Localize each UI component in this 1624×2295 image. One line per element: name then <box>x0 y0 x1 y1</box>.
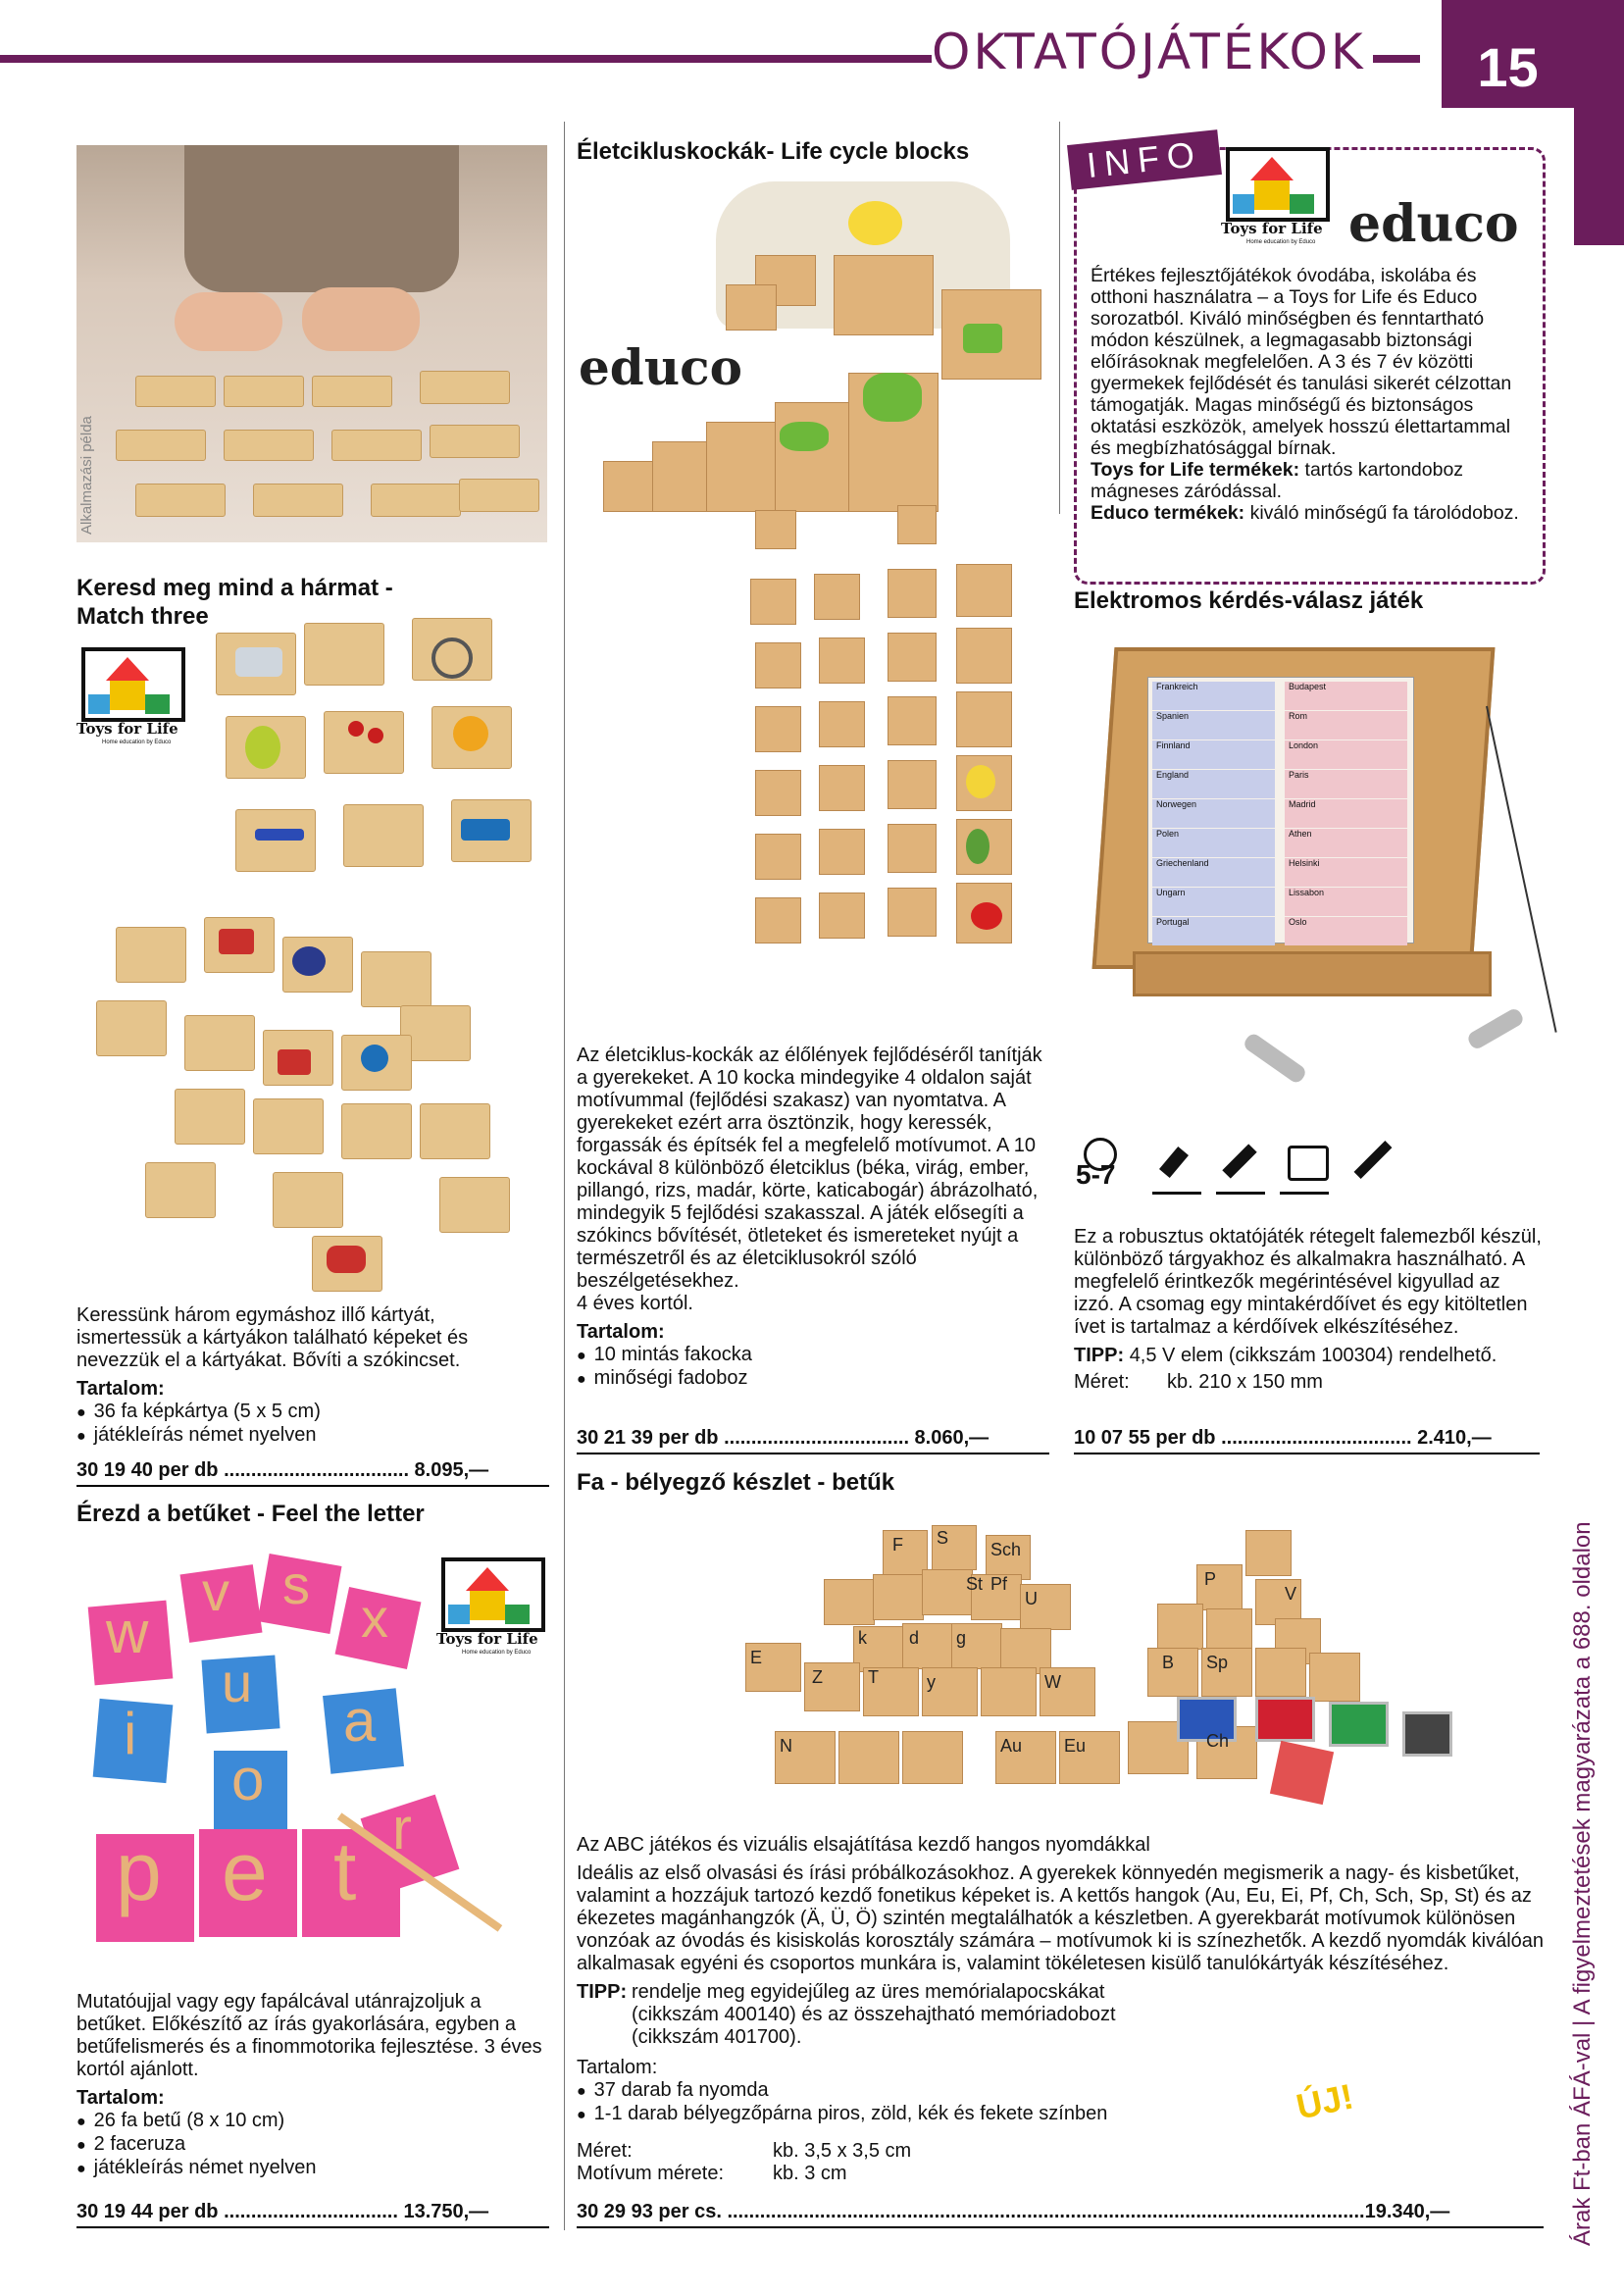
price-line: 30 19 40 per db .................................. 8.095,— <box>76 1459 549 1487</box>
size-label: Méret: <box>1074 1371 1130 1393</box>
product-title-electric-quiz: Elektromos kérdés-válasz játék <box>1074 587 1424 614</box>
stamp-letter: E <box>750 1648 763 1667</box>
stamp-letter: Sp <box>1206 1653 1229 1672</box>
board-label: Portugal <box>1152 917 1275 945</box>
stamp-letter: Z <box>812 1667 823 1687</box>
section-title: OKTATÓJÁTÉKOK <box>932 24 1366 80</box>
stamp-letter: N <box>780 1736 792 1756</box>
price-line: 30 29 93 per cs. .....................................................................................................................19.340,— <box>577 2201 1544 2228</box>
board-label: England <box>1152 770 1275 798</box>
desc-text: Ez a robusztus oktatójáték rétegelt falemezből készül, különböző tárgyakhoz és alkalmakra használható. A megfelelő érintkezők megérintésével kigyullad az izzó. A csomag egy mintakérdőívet és egy kitöltetlen ívet is tartalmaz a kérdőívek elkészítéséhez. <box>1074 1226 1542 1338</box>
quiz-board-photo <box>1074 628 1564 1098</box>
letter-e: e <box>222 1825 268 1917</box>
contents-item: ● 2 faceruza <box>76 2133 547 2157</box>
board-label: Helsinki <box>1285 858 1407 887</box>
logo-tagline: Home education by Educo <box>102 740 172 745</box>
logo-tagline: Home education by Educo <box>1246 239 1316 245</box>
contents-item: ● 26 fa betű (8 x 10 cm) <box>76 2110 547 2133</box>
age-text: 5-7 <box>1076 1159 1116 1190</box>
educo-logo: educo <box>579 338 742 396</box>
board-label: Lissabon <box>1285 888 1407 916</box>
stamp-letter: y <box>927 1672 936 1692</box>
stamp-letter: St <box>966 1574 984 1594</box>
life-cycle-blocks-photo <box>579 177 1049 1020</box>
header-rule <box>0 55 932 63</box>
toys-for-life-logo <box>76 647 184 750</box>
info-label: INFO <box>1067 129 1222 190</box>
desc-text: Az életciklus-kockák az élőlények fejlődéséről tanítják a gyerekeket. A 10 kocka mindegyike 4 oldalon saját motívummal (fejlődési szakasz) van nyomtatva. A gyerekeket ezért arra ösztönzik, hogy keressék, forgassák és építsék fel a megfelelő motívumot. A 10 kockával 8 különböző életciklus (béka, virág, ember, pillangó, rizs, madár, körte, katicabogár) ábrázolható, mindegyik 5 fejlődési szakasszal. A játék elősegíti a szókincs bővítését, ötleteket és ismereteket nyújt a természetről és az életciklusokról szóló beszélgetésekhez. <box>577 1045 1042 1292</box>
contents-label: Tartalom: <box>577 2057 658 2078</box>
contents-item: ● játékleírás német nyelven <box>76 1424 537 1448</box>
letter-r: r <box>392 1796 412 1862</box>
warning-icon <box>1152 1138 1201 1195</box>
size-row <box>1074 1371 1545 1394</box>
glue-icon <box>1216 1138 1265 1195</box>
logo-tagline: Home education by Educo <box>462 1650 532 1656</box>
stamp-set-description <box>577 1834 1548 2185</box>
board-label: Finnland <box>1152 740 1275 769</box>
desc-text: Ideális az első olvasási és írási próbálkozásokhoz. A gyerekek könnyedén megismerik a nagy- és kisbetűket, valamint a hozzájuk tartozó kezdő fonetikus képeket is. A kettős hangok (Au, Eu, Ei, Pf, Ch, Sch, Sp, St) és az ékezetes magánhangzók (Ä, Ü, Ö) szintén megtalálhatók a készletben. A gyerekbarát motívumok különösen vonzóak az óvodás és kisiskolás korosztály számára – motívumok ki is színezhetők. A kezdő nyomdák kiválóan alkalmasak egyéni és csoportos munkára is, valamint tökéletesen kisülő tanulókártyák készítéséhez. <box>577 1862 1545 1974</box>
page-number: 15 <box>1442 0 1574 108</box>
board-label: Frankreich <box>1152 682 1275 710</box>
size-value: kb. 210 x 150 mm <box>1167 1371 1323 1393</box>
stamp-letter: Eu <box>1064 1736 1087 1756</box>
board-label: Oslo <box>1285 917 1407 945</box>
board-label: Paris <box>1285 770 1407 798</box>
intro-text: Az ABC játékos és vizuális elsajátítása kezdő hangos nyomdákkal <box>577 1834 1150 1856</box>
board-label: Athen <box>1285 829 1407 857</box>
board-left-column <box>1152 682 1275 946</box>
board-label: Polen <box>1152 829 1275 857</box>
board-label: Norwegen <box>1152 799 1275 828</box>
motif-row <box>577 2163 1548 2185</box>
product-title-stamp-set: Fa - bélyegző készlet - betűk <box>577 1469 895 1496</box>
tfl-text: tartós kartondoboz mágneses záródással. <box>1091 459 1464 502</box>
size-row <box>577 2140 1548 2163</box>
tip-text: 4,5 V elem (cikkszám 100304) rendelhető. <box>1129 1345 1497 1366</box>
product-title-life-cycle: Életcikluskockák- Life cycle blocks <box>577 138 970 165</box>
letter-v: v <box>202 1560 229 1622</box>
match-three-cards-spread <box>76 907 557 1260</box>
logo-name: Toys for Life <box>1221 220 1323 237</box>
letter-p: p <box>116 1825 162 1917</box>
stamp-letter: P <box>1204 1569 1217 1589</box>
hands-photo <box>76 145 547 542</box>
tip-label: TIPP: <box>577 1981 628 2003</box>
life-cycle-description <box>577 1045 1047 1391</box>
contents-item: ● minőségi fadoboz <box>577 1367 1047 1391</box>
letter-s: s <box>282 1554 310 1615</box>
desc-text: Keressünk három egymáshoz illő kártyát, ismertessük a kártyákon található képeket és nevezzük el a kártyákat. Bővíti a szókincset. <box>76 1304 469 1371</box>
contents-item: ● 10 mintás fakocka <box>577 1344 1047 1367</box>
soldering-icon <box>1344 1138 1397 1192</box>
educo-logo: educo <box>1348 194 1519 254</box>
price-line: 30 21 39 per db .................................. 8.060,— <box>577 1427 1049 1454</box>
motif-label: Motívum mérete: <box>577 2163 725 2184</box>
column-divider-1 <box>564 122 565 2230</box>
stamp-letter: T <box>868 1667 879 1687</box>
board-right-column <box>1285 682 1407 946</box>
stamp-letters <box>726 1510 1451 1834</box>
header-rule-right <box>1373 55 1420 63</box>
board-label: Rom <box>1285 711 1407 740</box>
board-label: Budapest <box>1285 682 1407 710</box>
product-title-feel-letter: Érezd a betűket - Feel the letter <box>76 1501 425 1527</box>
stamp-letter: F <box>892 1535 903 1555</box>
board-label: Madrid <box>1285 799 1407 828</box>
photo-caption: Alkalmazási példa <box>78 416 95 535</box>
size-label: Méret: <box>577 2140 633 2162</box>
feel-letter-description <box>76 1991 547 2180</box>
letter-w: w <box>106 1600 149 1665</box>
stamp-letter: Sch <box>990 1540 1022 1559</box>
board-label: Spanien <box>1152 711 1275 740</box>
contents-label: Tartalom: <box>76 2087 165 2109</box>
board-label: London <box>1285 740 1407 769</box>
contents-item: ● 37 darab fa nyomda <box>577 2079 1548 2103</box>
tip-text: rendelje meg egyidejűleg az üres memórialapocskákat (cikkszám 400140) és az összehajtható memóriadobozt (cikkszám 401700). <box>632 1981 1116 2048</box>
stamp-letter: d <box>909 1628 920 1648</box>
stamp-letter: Ch <box>1206 1731 1230 1751</box>
contents-label: Tartalom: <box>577 1321 665 1343</box>
toys-for-life-logo <box>1221 147 1329 250</box>
contents-label: Tartalom: <box>76 1378 165 1400</box>
letter-x: x <box>361 1587 388 1649</box>
letter-t: t <box>333 1825 357 1917</box>
toys-for-life-logo <box>436 1557 544 1660</box>
sidebar-bar <box>1574 0 1624 245</box>
board-label: Ungarn <box>1152 888 1275 916</box>
saw-icon <box>1280 1138 1329 1195</box>
size-value: kb. 3,5 x 3,5 cm <box>773 2140 912 2162</box>
stamp-letter: g <box>956 1628 967 1648</box>
info-paragraph: Értékes fejlesztőjátékok óvodába, iskolába és otthoni használatra – a Toys for Life és Educo sorozatból. Kiváló minőségben és fenntartható módon készülnek, a legmagasabb biztonsági előírásoknak megfelelően. A 3 és 7 év közötti gyermekek fejlődését és tanulási sikerét célzottan támogatják. Magas minőségű és biztonságos oktatási eszközök, amelyek hosszú élettartammal és megbízhatósággal bírnak. <box>1091 265 1512 459</box>
tip-row <box>577 1981 1548 2049</box>
logo-name: Toys for Life <box>76 720 178 738</box>
stamp-letter: B <box>1162 1653 1175 1672</box>
stamp-letter: k <box>858 1628 867 1648</box>
stamp-letter: Pf <box>990 1574 1008 1594</box>
match-three-cards <box>196 618 559 902</box>
educo-label: Educo termékek: <box>1091 502 1245 524</box>
educo-text: kiváló minőségű fa tárolódoboz. <box>1249 502 1519 524</box>
contents-item: ● játékleírás német nyelven <box>76 2157 547 2180</box>
logo-name: Toys for Life <box>436 1630 538 1648</box>
match-three-description <box>76 1304 537 1448</box>
tfl-label: Toys for Life termékek: <box>1091 459 1300 481</box>
letter-i: i <box>124 1701 137 1766</box>
stamp-letter: S <box>937 1528 949 1548</box>
electric-quiz-description <box>1074 1226 1545 1394</box>
age-text: 4 éves kortól. <box>577 1293 693 1314</box>
price-note: Árak Ft-ban ÁFÁ-val | A figyelmeztetések magyarázata a 688. oldalon <box>1569 1521 1596 2246</box>
letter-o: o <box>231 1747 265 1812</box>
motif-value: kb. 3 cm <box>773 2163 847 2184</box>
age-icon <box>1074 1138 1133 1197</box>
contents-item: ● 1-1 darab bélyegzőpárna piros, zöld, kék és fekete színben <box>577 2103 1548 2126</box>
desc-text: Mutatóujjal vagy egy fapálcával utánrajzoljuk a betűket. Előkészítő az írás gyakorlására, egyben a betűfelismerés és a finommotorika fejlesztése. 3 éves kortól ajánlott. <box>76 1991 542 2080</box>
tip-label: TIPP: <box>1074 1345 1125 1366</box>
contents-item: ● 36 fa képkártya (5 x 5 cm) <box>76 1401 537 1424</box>
stamp-letter: V <box>1285 1584 1297 1604</box>
column-divider-2 <box>1059 122 1060 514</box>
price-line: 30 19 44 per db ................................ 13.750,— <box>76 2201 549 2228</box>
stamp-letter: Au <box>1000 1736 1023 1756</box>
stamp-letter: U <box>1025 1589 1038 1608</box>
info-text <box>1091 265 1527 524</box>
board-label: Griechenland <box>1152 858 1275 887</box>
letter-a: a <box>343 1688 377 1754</box>
new-badge: ÚJ! <box>1293 2075 1357 2127</box>
price-line: 10 07 55 per db ................................... 2.410,— <box>1074 1427 1540 1454</box>
letter-u: u <box>222 1652 253 1713</box>
stamp-letter: W <box>1044 1672 1061 1692</box>
product-title-match-three: Keresd meg mind a hármat - Match three <box>76 575 393 630</box>
